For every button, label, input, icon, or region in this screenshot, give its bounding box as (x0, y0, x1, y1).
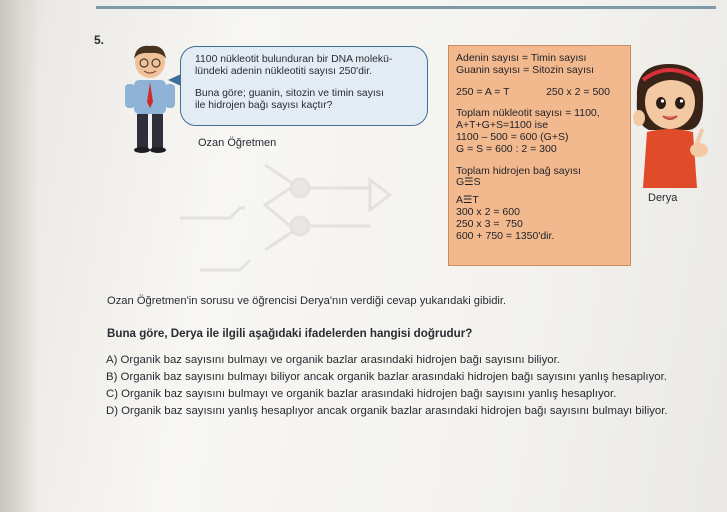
student-answer-box (448, 45, 631, 266)
answer-line: G☰S (456, 176, 481, 189)
page-fold-shadow (0, 0, 38, 512)
answer-line: Adenin sayısı = Timin sayısı (456, 52, 587, 64)
header-rule (96, 6, 716, 9)
prompt-text: Ozan Öğretmen'in sorusu ve öğrencisi Derya'nın verdiği cevap yukarıdaki gibidir. (107, 295, 507, 307)
answer-options (106, 352, 668, 420)
bubble-line: 1100 nükleotit bulunduran bir DNA molekü- (195, 54, 393, 65)
answer-line: Guanin sayısı = Sitozin sayısı (456, 63, 595, 76)
answer-line: A+T+G+S=1100 ise (456, 119, 549, 132)
bubble-line: lündeki adenin nükleotiti sayısı 250'dir. (195, 66, 373, 77)
answer-line: 250 x 2 = 500 (546, 85, 610, 98)
answer-line: G = S = 600 : 2 = 300 (456, 142, 557, 155)
answer-line: A☰T (456, 194, 479, 207)
option-a[interactable]: A) Organik baz sayısını bulmayı ve organik bazlar arasındaki hidrojen bağı sayısını biliyor. (106, 354, 560, 366)
student-illustration (627, 58, 711, 188)
bubble-paragraph-1 (195, 54, 417, 78)
option-d[interactable]: D) Organik baz sayısını yanlış hesaplıyor ancak organik bazlar arasındaki hidrojen bağı sayısını bulmayı biliyor. (106, 405, 668, 417)
question-text: Buna göre, Derya ile ilgili aşağıdaki ifadelerden hangisi doğrudur? (107, 327, 473, 340)
student-name: Derya (648, 192, 678, 204)
answer-line: 300 x 2 = 600 (456, 205, 520, 218)
answer-line: 600 + 750 = 1350'dir. (456, 229, 555, 242)
background-molecule-illustration (170, 150, 440, 290)
question-number: 5. (94, 33, 105, 47)
answer-line: 250 x 3 = 750 (456, 217, 523, 230)
option-b[interactable]: B) Organik baz sayısını bulmayı biliyor ancak organik bazlar arasındaki hidrojen bağı sayısını yanlış hesaplıyor. (106, 371, 667, 383)
bubble-line: ile hidrojen bağı sayısı kaçtır? (195, 100, 333, 111)
bubble-line: Buna göre; guanin, sitozin ve timin sayısı (195, 88, 384, 99)
option-c[interactable]: C) Organik baz sayısını bulmayı ve organik bazlar arasındaki hidrojen bağı sayısını yanlış hesaplıyor. (106, 388, 617, 400)
teacher-speech-bubble (180, 46, 428, 126)
teacher-illustration (122, 44, 178, 154)
answer-line: 1100 – 500 = 600 (G+S) (456, 130, 569, 143)
answer-line: Toplam hidrojen bağ sayısı (456, 164, 581, 177)
answer-line: Toplam nükleotit sayısı = 1100, (456, 107, 600, 120)
bubble-paragraph-2 (195, 88, 417, 112)
answer-line: 250 = A = T (456, 85, 510, 98)
teacher-name: Ozan Öğretmen (198, 137, 277, 149)
